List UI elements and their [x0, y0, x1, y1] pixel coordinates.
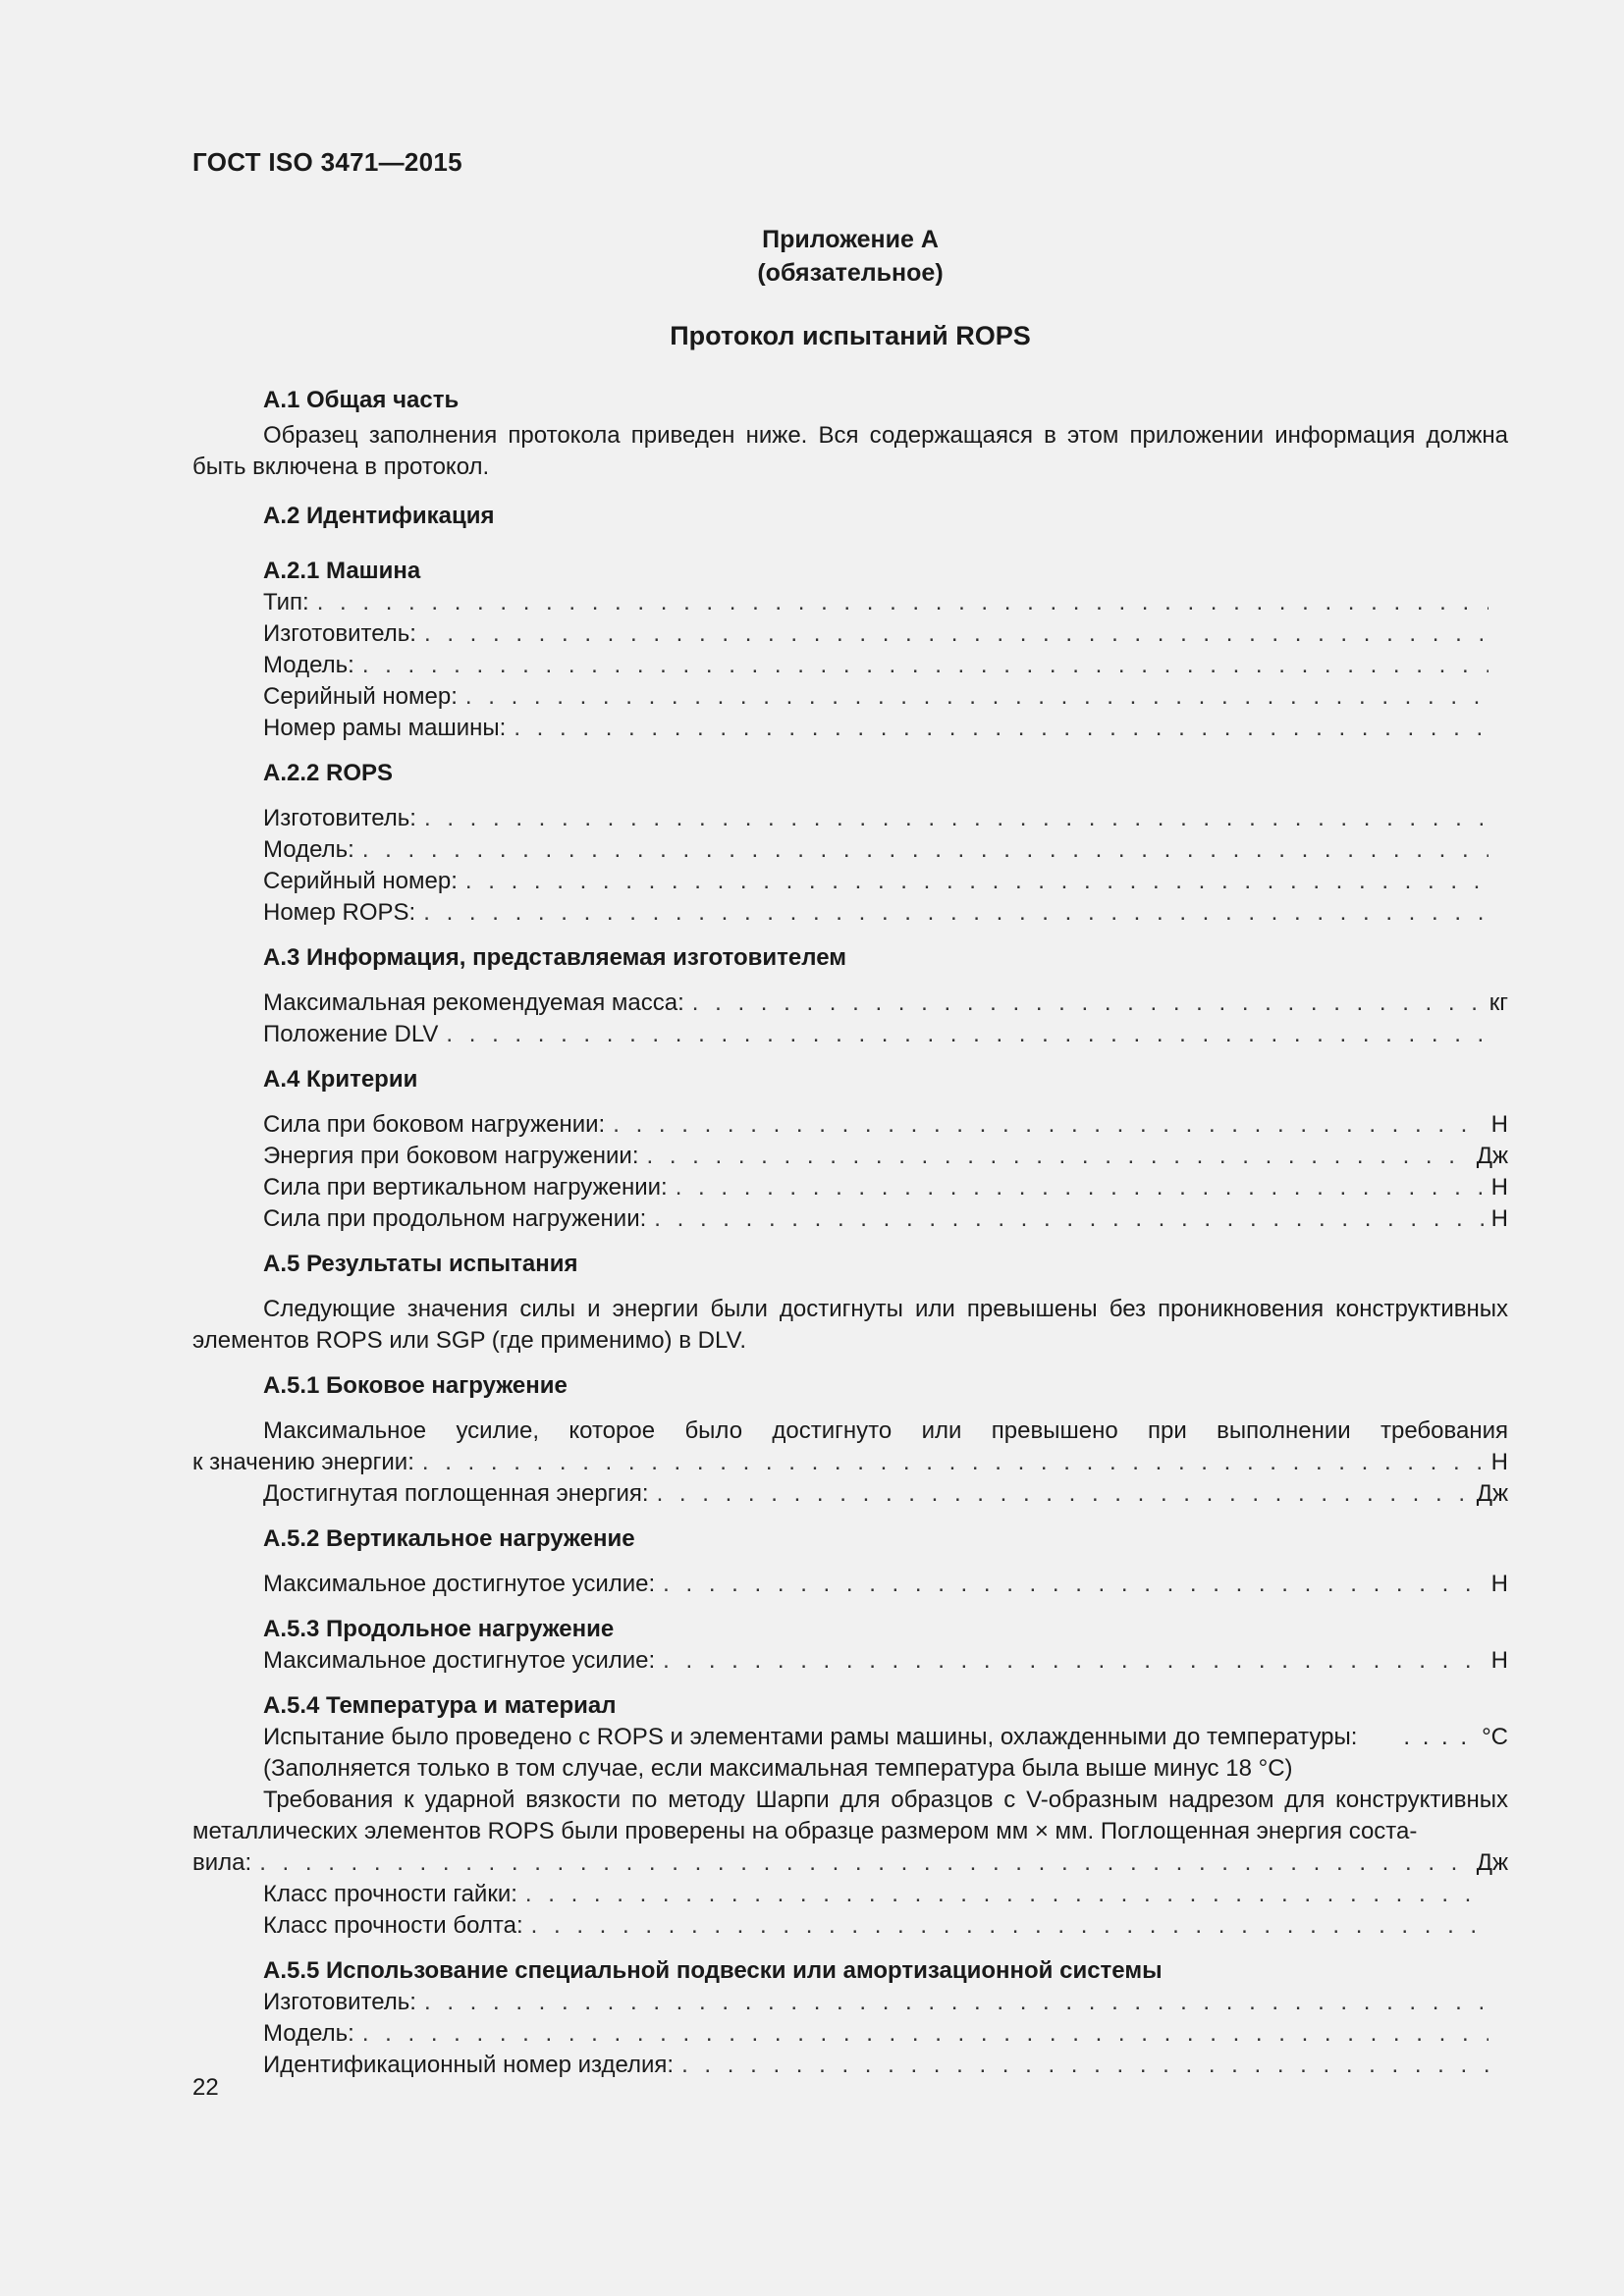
field-row: Идентификационный номер изделия: . . . — [192, 2050, 1508, 2081]
page-number: 22 — [192, 2074, 219, 2101]
field-row: Сила при боковом нагружении: . . . Н — [192, 1109, 1508, 1141]
field-row: Класс прочности гайки: . . . — [192, 1879, 1508, 1910]
field-row: к значению энергии: . . . Н — [192, 1447, 1508, 1478]
section-a54-heading: А.5.4 Температура и материал — [263, 1692, 617, 1719]
field-row: Номер рамы машины: . . . — [192, 713, 1508, 744]
section-a1-text: Образец заполнения протокола приведен ниже. Вся содержащаяся в этом приложении информация должна быть включена в протокол. — [192, 422, 1508, 480]
field-row: Испытание было проведено с ROPS и элементами рамы машины, охлажденными до температуры: . . . . °С — [263, 1724, 1508, 1750]
field-row: Максимальное достигнутое усилие: . . . Н — [192, 1569, 1508, 1600]
field-row: Максимальная рекомендуемая масса: . . . кг — [192, 988, 1508, 1019]
section-a1-heading: А.1 Общая часть — [263, 387, 460, 413]
field-row: Изготовитель: . . . — [192, 618, 1508, 650]
note-row: (Заполняется только в том случае, если максимальная температура была выше минус 18 °С) — [263, 1755, 1293, 1782]
field-row: Класс прочности болта: . . . — [192, 1910, 1508, 1942]
document-code: ГОСТ ISO 3471—2015 — [192, 147, 462, 177]
field-row: вила: . . . Дж — [192, 1847, 1508, 1879]
section-a4-heading: А.4 Критерии — [263, 1066, 418, 1093]
field-row: Положение DLV . . . — [192, 1019, 1508, 1050]
section-a5-text: Следующие значения силы и энергии были достигнуты или превышены без проникновения конструктивных элементов ROPS или SGP (где применимо) в DLV. — [192, 1296, 1508, 1354]
field-row: Модель: . . . — [192, 834, 1508, 866]
section-a55-heading: А.5.5 Использование специальной подвески или амортизационной системы — [263, 1957, 1163, 1984]
field-row: Модель: . . . — [192, 2018, 1508, 2050]
section-a51-text: Максимальное усилие, которое было достигнуто или превышено при выполнении требования — [263, 1417, 1508, 1444]
field-row: Изготовитель: . . . — [192, 1987, 1508, 2018]
annex-type: (обязательное) — [757, 259, 944, 287]
section-a51-heading: А.5.1 Боковое нагружение — [263, 1372, 568, 1399]
section-a22-heading: А.2.2 ROPS — [263, 760, 394, 786]
section-a2-heading: А.2 Идентификация — [263, 503, 495, 529]
field-row: Тип: . . . — [192, 587, 1508, 618]
field-row: Номер ROPS: . . . — [192, 897, 1508, 929]
section-a53-heading: А.5.3 Продольное нагружение — [263, 1616, 615, 1642]
charpy-text: Требования к ударной вязкости по методу Шарпи для образцов с V-образным надрезом для конструктивных металлических элементов ROPS были проверены на образце размером мм × мм. Поглощенная энергия соста- — [192, 1787, 1508, 1844]
document-content — [192, 224, 1508, 2081]
section-a21-heading: А.2.1 Машина — [263, 558, 421, 584]
field-row: Сила при вертикальном нагружении: . . . Н — [192, 1172, 1508, 1203]
protocol-title: Протокол испытаний ROPS — [670, 321, 1031, 350]
field-row: Энергия при боковом нагружении: . . . Дж — [192, 1141, 1508, 1172]
section-a52-heading: А.5.2 Вертикальное нагружение — [263, 1525, 635, 1552]
field-row: Изготовитель: . . . — [192, 803, 1508, 834]
field-row: Сила при продольном нагружении: . . . Н — [192, 1203, 1508, 1235]
field-row: Модель: . . . — [192, 650, 1508, 681]
section-a3-heading: А.3 Информация, представляемая изготовителем — [263, 944, 846, 971]
section-a5-heading: А.5 Результаты испытания — [263, 1251, 578, 1277]
field-row: Максимальное достигнутое усилие: . . . Н — [192, 1645, 1508, 1677]
field-row: Серийный номер: . . . — [192, 681, 1508, 713]
field-row: Достигнутая поглощенная энергия: . . . Дж — [192, 1478, 1508, 1510]
annex-title: Приложение А — [762, 226, 939, 253]
field-row: Серийный номер: . . . — [192, 866, 1508, 897]
